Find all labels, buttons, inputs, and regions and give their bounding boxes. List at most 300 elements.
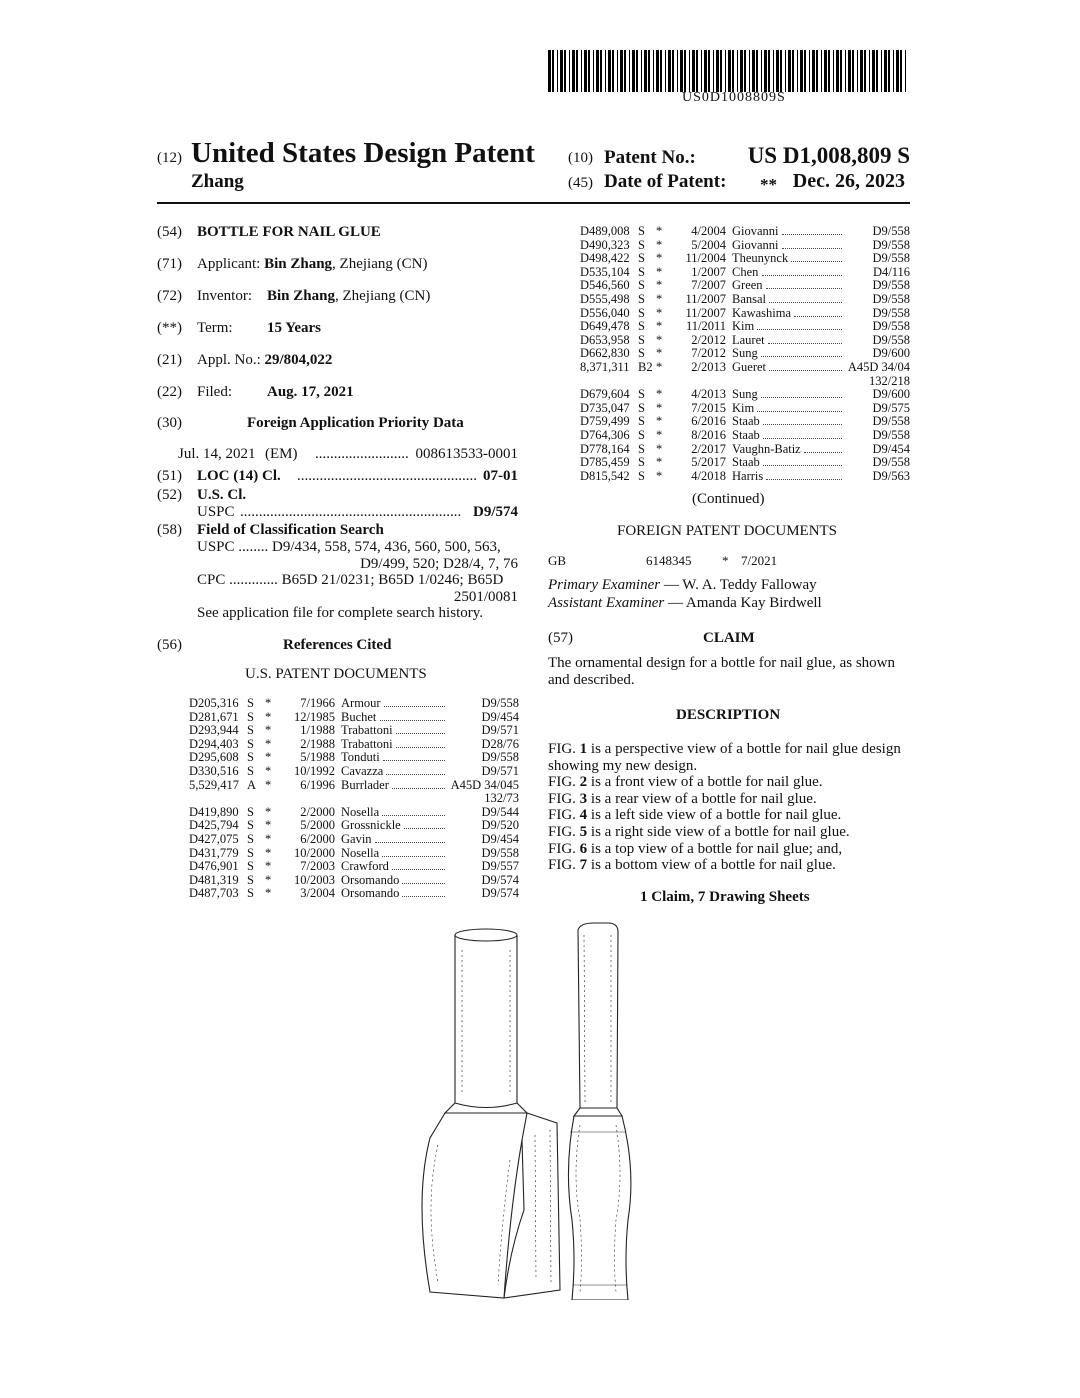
- reference-name-text: Kim: [732, 319, 758, 334]
- fig-label: FIG.: [548, 791, 580, 807]
- fig-number: 1: [579, 741, 588, 757]
- reference-name-text: Burrlader: [341, 777, 393, 792]
- reference-number: D764,306: [580, 427, 630, 442]
- reference-class: D9/558: [872, 455, 910, 470]
- reference-name-text: Crawford: [341, 859, 393, 874]
- barcode-bar: [792, 50, 794, 92]
- field-search-label: Field of Classification Search: [197, 522, 384, 538]
- reference-class: D9/574: [481, 886, 519, 901]
- reference-name: [341, 819, 451, 833]
- reference-name-text: Giovanni: [732, 224, 782, 238]
- barcode-bar: [648, 50, 650, 92]
- barcode-bar: [857, 50, 858, 92]
- fig-text: is a left side view of a bottle for nail glue.: [587, 807, 842, 823]
- reference-kind: S: [638, 441, 645, 456]
- reference-number: D490,323: [580, 237, 630, 252]
- uspc-leader: ...........................................................: [240, 504, 462, 520]
- dot-leader: [383, 751, 445, 761]
- loc-leader: ................................................: [297, 468, 477, 484]
- barcode-bar: [800, 50, 803, 92]
- barcode-bar: [632, 50, 635, 92]
- code-56: (56): [157, 637, 182, 653]
- reference-name: [732, 443, 848, 457]
- reference-class: D4/116: [872, 264, 910, 279]
- reference-class: D9/557: [481, 859, 519, 874]
- bottle-drawing: [410, 920, 670, 1300]
- barcode-bar: [884, 50, 887, 92]
- patent-no-label: Patent No.:: [604, 147, 696, 168]
- barcode-bar: [605, 50, 606, 92]
- reference-kind: S: [247, 763, 254, 778]
- applicant-line: [197, 256, 427, 273]
- barcode-bar: [852, 50, 854, 92]
- barcode-bar: [876, 50, 878, 92]
- priority-number: 008613533-0001: [415, 446, 518, 462]
- reference-kind: S: [638, 319, 645, 334]
- reference-number: D330,516: [189, 763, 239, 778]
- reference-number: 5,529,417: [189, 777, 239, 792]
- code-72: (72): [157, 288, 182, 304]
- barcode-bar: [629, 50, 630, 92]
- reference-name-text: Chen: [732, 264, 762, 279]
- dot-leader: [763, 415, 842, 425]
- barcode-bar: [872, 50, 875, 92]
- reference-row: [189, 806, 519, 820]
- reference-name: [341, 847, 451, 861]
- foreign-star: *: [722, 553, 729, 568]
- reference-examiner-cited: *: [265, 804, 272, 819]
- barcode-bar: [881, 50, 882, 92]
- barcode-bar: [584, 50, 587, 92]
- invention-title: BOTTLE FOR NAIL GLUE: [197, 224, 381, 240]
- reference-class: D9/544: [481, 804, 519, 819]
- reference-class: D28/76: [481, 736, 519, 751]
- reference-class: D9/558: [872, 251, 910, 266]
- reference-row-cont: [580, 375, 910, 389]
- reference-examiner-cited: *: [265, 831, 272, 846]
- foreign-date: 7/2021: [741, 553, 778, 568]
- dot-leader: [768, 334, 842, 344]
- reference-examiner-cited: *: [656, 387, 663, 402]
- barcode-bar: [701, 50, 702, 92]
- reference-kind: S: [638, 305, 645, 320]
- code-71: (71): [157, 256, 182, 272]
- reference-name: [341, 860, 451, 874]
- barcode-bar: [596, 50, 599, 92]
- reference-examiner-cited: *: [656, 237, 663, 252]
- reference-class-cont: 132/73: [484, 791, 519, 806]
- reference-number: D759,499: [580, 414, 630, 429]
- fig-7-description: [548, 857, 836, 874]
- reference-class: D9/558: [872, 332, 910, 347]
- code-21: (21): [157, 352, 182, 368]
- dot-leader: [392, 860, 445, 870]
- reference-number: D295,608: [189, 750, 239, 765]
- reference-examiner-cited: *: [265, 736, 272, 751]
- field-search-uspc-cont: D9/499, 520; D28/4, 7, 76: [360, 556, 518, 572]
- inventor-label: Inventor:: [197, 288, 252, 304]
- us-references-table-left: [189, 697, 519, 901]
- dot-leader: [766, 470, 842, 480]
- code-10: (10): [568, 150, 593, 166]
- barcode-bar: [696, 50, 698, 92]
- primary-examiner: [548, 577, 817, 594]
- appl-no-label: Appl. No.:: [197, 352, 261, 368]
- barcode-number: US0D1008809S: [682, 90, 786, 105]
- fig-3-description: [548, 791, 817, 808]
- field-search-uspc: USPC ........ D9/434, 558, 574, 436, 560, 500, 563,: [197, 539, 501, 555]
- reference-name: [341, 738, 451, 752]
- dot-leader: [386, 765, 445, 775]
- barcode-bar: [812, 50, 815, 92]
- reference-kind: S: [247, 750, 254, 765]
- reference-date: 2/2013: [691, 359, 726, 374]
- reference-name-text: Kim: [732, 400, 758, 415]
- code-45: (45): [568, 175, 593, 191]
- reference-class-cont: 132/218: [869, 373, 910, 388]
- reference-name: [341, 697, 451, 711]
- barcode-bar: [665, 50, 666, 92]
- barcode-bar: [905, 50, 906, 92]
- reference-kind: S: [638, 264, 645, 279]
- fig-number: 7: [579, 857, 588, 873]
- date-of-patent-label: Date of Patent:: [604, 171, 727, 192]
- priority-office: (EM): [265, 446, 298, 462]
- barcode-bar: [836, 50, 839, 92]
- code-term: (**): [157, 320, 182, 336]
- reference-date: 8/2016: [691, 427, 726, 442]
- dot-leader: [804, 443, 842, 453]
- reference-kind: S: [247, 723, 254, 738]
- reference-date: 7/1966: [300, 696, 335, 710]
- reference-examiner-cited: *: [656, 441, 663, 456]
- barcode-bar: [600, 50, 602, 92]
- reference-examiner-cited: *: [265, 845, 272, 860]
- reference-row: [580, 320, 910, 334]
- reference-number: D815,542: [580, 468, 630, 483]
- search-history-note: See application file for complete search history.: [197, 605, 484, 621]
- reference-number: D481,319: [189, 872, 239, 887]
- reference-name: [341, 724, 451, 738]
- reference-class: D9/454: [872, 441, 910, 456]
- dot-leader: [763, 429, 842, 439]
- reference-name: [732, 225, 848, 239]
- reference-number: D419,890: [189, 804, 239, 819]
- dot-leader: [766, 279, 842, 289]
- priority-leader: .........................: [315, 446, 409, 462]
- dot-leader: [757, 320, 842, 330]
- fig-label: FIG.: [548, 841, 580, 857]
- barcode-bar: [864, 50, 866, 92]
- reference-class: A45D 34/04: [847, 359, 910, 374]
- inventor-surname: Zhang: [191, 171, 244, 192]
- priority-data-title: Foreign Application Priority Data: [247, 415, 464, 431]
- reference-date: 6/1996: [300, 777, 335, 792]
- us-references-table-right: [580, 225, 910, 483]
- barcode-bar: [785, 50, 786, 92]
- barcode-bar: [768, 50, 770, 92]
- date-of-patent: Dec. 26, 2023: [792, 170, 905, 192]
- barcode-bar: [548, 50, 551, 92]
- reference-examiner-cited: *: [656, 332, 663, 347]
- reference-date: 10/2003: [294, 872, 335, 887]
- loc-label: LOC (14) Cl.: [197, 468, 281, 484]
- reference-kind: S: [247, 872, 254, 887]
- reference-kind: S: [638, 291, 645, 306]
- reference-class: D9/600: [872, 346, 910, 361]
- fig-label: FIG.: [548, 774, 580, 790]
- fig-label: FIG.: [548, 741, 580, 757]
- claims-sheets-count: 1 Claim, 7 Drawing Sheets: [640, 889, 810, 905]
- reference-examiner-cited: *: [656, 400, 663, 415]
- reference-kind: S: [638, 332, 645, 347]
- barcode-bar: [900, 50, 902, 92]
- code-57: (57): [548, 630, 573, 646]
- reference-class: D9/558: [872, 224, 910, 238]
- reference-row: [580, 347, 910, 361]
- barcode-bar: [684, 50, 686, 92]
- reference-row: [580, 388, 910, 402]
- dot-leader: [762, 266, 842, 276]
- dot-leader: [763, 456, 842, 466]
- reference-examiner-cited: *: [265, 723, 272, 738]
- code-12: (12): [157, 150, 182, 166]
- continued-note: (Continued): [692, 491, 765, 507]
- reference-name: [732, 415, 848, 429]
- barcode-bar: [593, 50, 594, 92]
- reference-examiner-cited: *: [656, 264, 663, 279]
- reference-kind: S: [638, 468, 645, 483]
- reference-class: D9/558: [872, 414, 910, 429]
- fig-text: is a perspective view of a bottle for nail glue design: [587, 741, 901, 757]
- reference-name: [732, 456, 848, 470]
- reference-name-text: Theunynck: [732, 251, 792, 266]
- barcode-bar: [744, 50, 746, 92]
- barcode-bar: [840, 50, 842, 92]
- reference-class: D9/558: [481, 845, 519, 860]
- reference-number: D679,604: [580, 387, 630, 402]
- reference-kind: S: [638, 455, 645, 470]
- reference-date: 2/2012: [691, 332, 726, 347]
- uspc-label: USPC: [197, 504, 235, 520]
- reference-examiner-cited: *: [656, 224, 663, 238]
- reference-name-text: Kawashima: [732, 305, 795, 320]
- loc-value: 07-01: [483, 468, 518, 484]
- uspc-value: D9/574: [473, 504, 518, 520]
- reference-number: D735,047: [580, 400, 630, 415]
- barcode-bar: [821, 50, 822, 92]
- barcode-bar: [749, 50, 750, 92]
- barcode-bar: [828, 50, 830, 92]
- reference-kind: S: [247, 736, 254, 751]
- code-22: (22): [157, 384, 182, 400]
- reference-examiner-cited: *: [656, 291, 663, 306]
- barcode-bar: [560, 50, 563, 92]
- reference-date: 5/2004: [691, 237, 726, 252]
- reference-kind: S: [247, 886, 254, 901]
- foreign-docs-title: FOREIGN PATENT DOCUMENTS: [617, 523, 838, 539]
- filed-label: Filed:: [197, 384, 233, 400]
- reference-name-text: Harris: [732, 468, 767, 483]
- reference-row: [189, 860, 519, 874]
- barcode-bar: [677, 50, 678, 92]
- barcode-bar: [780, 50, 782, 92]
- dot-leader: [380, 711, 445, 721]
- reference-examiner-cited: *: [265, 859, 272, 874]
- filed-value: Aug. 17, 2021: [267, 384, 354, 400]
- fig-text: is a rear view of a bottle for nail glue.: [587, 791, 817, 807]
- fig-6-description: [548, 841, 842, 858]
- reference-name: [341, 779, 451, 793]
- reference-name: [732, 334, 848, 348]
- reference-class: D9/558: [872, 319, 910, 334]
- cap-bottom: [455, 1103, 517, 1108]
- barcode-bar: [893, 50, 894, 92]
- us-cl-label: U.S. Cl.: [197, 487, 247, 503]
- reference-name: [732, 266, 848, 280]
- assistant-examiner: [548, 595, 822, 612]
- reference-examiner-cited: *: [656, 455, 663, 470]
- assistant-examiner-name: — Amanda Kay Birdwell: [668, 595, 822, 611]
- reference-name: [341, 751, 451, 765]
- reference-examiner-cited: *: [265, 777, 272, 792]
- reference-row: [580, 252, 910, 266]
- claim-text: The ornamental design for a bottle for nail glue, as shown: [548, 655, 895, 671]
- foreign-number: 6148345: [646, 553, 692, 568]
- reference-kind: B2: [638, 359, 653, 374]
- reference-number: D555,498: [580, 291, 630, 306]
- header-rule: [157, 202, 910, 204]
- reference-name-text: Trabattoni: [341, 723, 396, 738]
- reference-name: [341, 711, 451, 725]
- reference-kind: S: [638, 251, 645, 266]
- reference-examiner-cited: *: [265, 696, 272, 710]
- reference-date: 6/2000: [300, 831, 335, 846]
- dot-leader: [782, 239, 842, 249]
- bottle-perspective-view: [422, 929, 560, 1298]
- dot-leader: [396, 724, 445, 734]
- reference-date: 5/2017: [691, 455, 726, 470]
- reference-date: 7/2015: [691, 400, 726, 415]
- barcode-bar: [845, 50, 846, 92]
- reference-examiner-cited: *: [656, 319, 663, 334]
- reference-date: 11/2004: [685, 251, 726, 266]
- barcode-bar: [692, 50, 695, 92]
- dot-leader: [782, 225, 842, 235]
- reference-name: [732, 347, 848, 361]
- barcode-bar: [752, 50, 755, 92]
- reference-name-text: Green: [732, 278, 766, 293]
- fig-number: 6: [579, 841, 588, 857]
- reference-name-text: Nosella: [341, 804, 383, 819]
- reference-date: 6/2016: [691, 414, 726, 429]
- reference-kind: S: [247, 845, 254, 860]
- reference-row: [580, 456, 910, 470]
- barcode-bar: [732, 50, 734, 92]
- reference-name: [341, 874, 451, 888]
- barcode-bar: [576, 50, 578, 92]
- reference-kind: S: [247, 831, 254, 846]
- barcode-bar: [756, 50, 758, 92]
- barcode-bar: [797, 50, 798, 92]
- reference-class: D9/454: [481, 709, 519, 724]
- reference-class: D9/571: [481, 723, 519, 738]
- reference-examiner-cited: *: [656, 359, 663, 374]
- reference-examiner-cited: *: [656, 468, 663, 483]
- reference-name-text: Cavazza: [341, 763, 387, 778]
- cap-shading: [462, 950, 510, 1095]
- barcode-bar: [689, 50, 690, 92]
- reference-examiner-cited: *: [656, 346, 663, 361]
- reference-date: 12/1985: [294, 709, 335, 724]
- reference-kind: S: [247, 696, 254, 710]
- reference-row: [580, 307, 910, 321]
- reference-name: [732, 293, 848, 307]
- side-body: [568, 1116, 630, 1300]
- reference-date: 2/2017: [691, 441, 726, 456]
- reference-name: [732, 429, 848, 443]
- reference-name-text: Staab: [732, 455, 763, 470]
- reference-row: [189, 751, 519, 765]
- reference-date: 11/2007: [685, 291, 726, 306]
- inventor-location: , Zhejiang (CN): [334, 288, 431, 304]
- reference-name-text: Orsomando: [341, 886, 403, 901]
- reference-number: D281,671: [189, 709, 239, 724]
- reference-date: 11/2011: [685, 319, 726, 334]
- barcode-bar: [776, 50, 779, 92]
- assistant-examiner-label: Assistant Examiner: [548, 595, 665, 611]
- barcode-bar: [668, 50, 671, 92]
- reference-examiner-cited: *: [265, 763, 272, 778]
- reference-name-text: Vaughn-Batiz: [732, 441, 804, 456]
- priority-date: Jul. 14, 2021: [178, 446, 256, 462]
- reference-row: [580, 361, 910, 375]
- reference-name: [732, 402, 848, 416]
- body-edge: [504, 1140, 522, 1298]
- reference-class: D9/575: [872, 400, 910, 415]
- barcode-bar: [824, 50, 827, 92]
- barcode-bar: [644, 50, 647, 92]
- reference-row: [189, 697, 519, 711]
- barcode-bar: [860, 50, 863, 92]
- reference-examiner-cited: *: [265, 872, 272, 887]
- barcode-bar: [869, 50, 870, 92]
- reference-row: [580, 443, 910, 457]
- reference-name: [732, 239, 848, 253]
- reference-examiner-cited: *: [656, 278, 663, 293]
- reference-name: [341, 806, 451, 820]
- reference-name-text: Orsomando: [341, 872, 403, 887]
- reference-row: [580, 279, 910, 293]
- reference-date: 2/1988: [300, 736, 335, 751]
- references-cited-title: References Cited: [283, 637, 392, 653]
- barcode-bar: [816, 50, 818, 92]
- reference-class: A45D 34/045: [450, 777, 519, 792]
- term-label: Term:: [197, 320, 233, 336]
- reference-class: D9/520: [481, 818, 519, 833]
- inventor-name: Bin Zhang: [267, 288, 335, 304]
- reference-row: [580, 239, 910, 253]
- reference-date: 7/2003: [300, 859, 335, 874]
- reference-name: [732, 279, 848, 293]
- reference-name-text: Sung: [732, 387, 761, 402]
- barcode-bar: [641, 50, 642, 92]
- fig-number: 4: [579, 807, 588, 823]
- reference-name-text: Staab: [732, 427, 763, 442]
- code-52: (52): [157, 487, 182, 503]
- field-search-cpc-cont: 2501/0081: [453, 589, 518, 605]
- reference-kind: S: [247, 804, 254, 819]
